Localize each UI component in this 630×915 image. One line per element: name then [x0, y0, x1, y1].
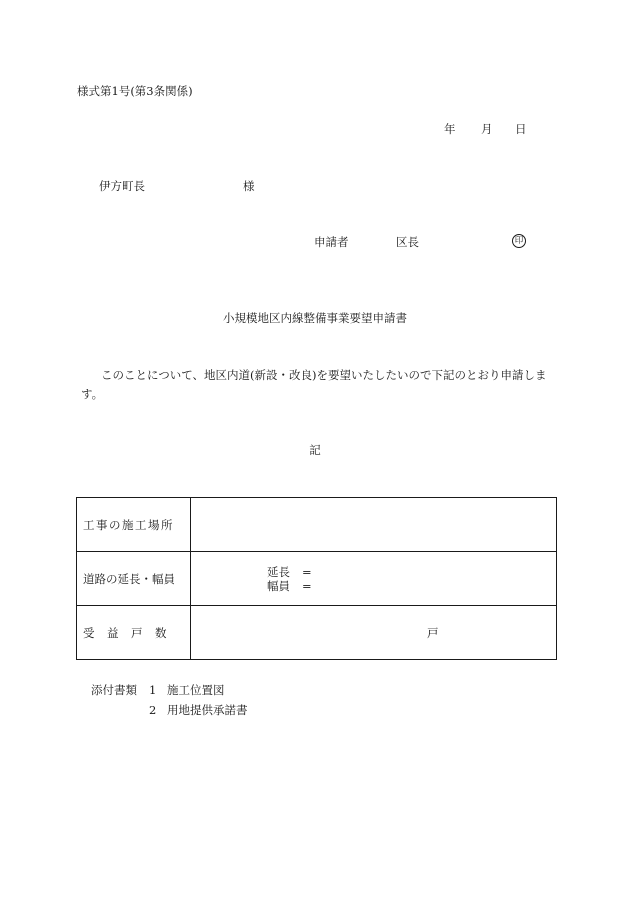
- body-text: このことについて、地区内道(新設・改良)を要望いたしたいので下記のとおり申請します。: [81, 368, 547, 401]
- ki-heading: 記: [309, 443, 321, 457]
- attachment-item: 用地提供承諾書: [167, 703, 248, 717]
- date-month-label: 月: [481, 122, 493, 136]
- beneficiary-households-value: 戸: [191, 606, 557, 660]
- road-dimensions-label: 道路の延長・幅員: [77, 552, 191, 606]
- details-table: [76, 497, 557, 660]
- addressee-name: 伊方町長: [99, 179, 145, 193]
- attachments-label: 添付書類: [91, 683, 137, 697]
- table-row: [77, 498, 557, 552]
- road-dimensions-value: [191, 552, 557, 606]
- width-line: 幅員 =: [267, 578, 312, 593]
- attachment-number: 1: [149, 683, 157, 697]
- date-day-label: 日: [515, 122, 527, 136]
- date-year-label: 年: [444, 122, 456, 136]
- table-row: [77, 552, 557, 606]
- applicant-role: 区長: [396, 235, 419, 249]
- addressee-suffix: 様: [243, 179, 255, 193]
- table-row: [77, 606, 557, 660]
- seal-icon: 印: [512, 234, 526, 248]
- applicant-label: 申請者: [314, 235, 349, 249]
- construction-site-label: 工事の施工場所: [77, 498, 191, 552]
- length-line: 延長 =: [267, 564, 312, 579]
- beneficiary-households-label: 受 益 戸 数: [77, 606, 191, 660]
- form-number: 様式第1号(第3条関係): [77, 84, 193, 98]
- construction-site-value: [191, 498, 557, 552]
- attachment-number: 2: [149, 703, 157, 717]
- attachment-item: 施工位置図: [167, 683, 225, 697]
- document-title: 小規模地区内線整備事業要望申請書: [223, 311, 407, 325]
